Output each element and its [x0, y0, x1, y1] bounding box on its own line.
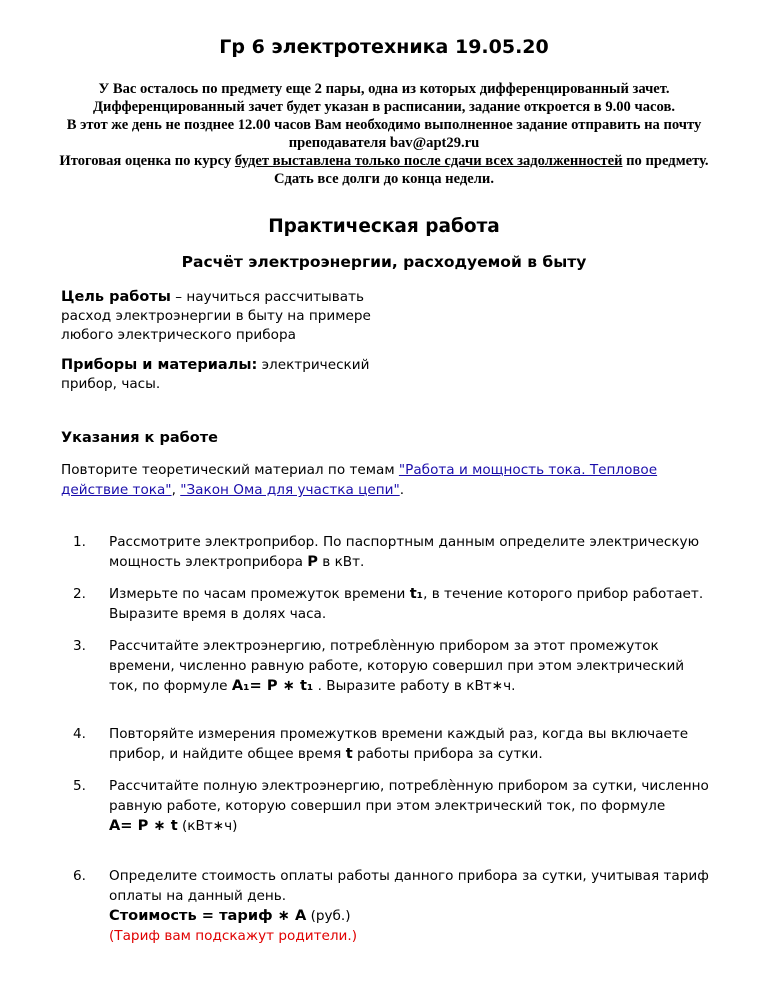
list-text — [109, 584, 713, 624]
goal-text: – научиться рассчитывать расход электроэнергии в быту на примере любого электрического прибора — [61, 289, 371, 343]
notice-line: В этот же день не позднее 12.00 часов Вам необходимо выполненное задание отправить на почту преподавателя bav@apt29.ru — [66, 117, 702, 151]
step-text: (кВт∗ч) — [177, 818, 238, 834]
goal-paragraph — [61, 288, 391, 345]
list-item — [73, 584, 713, 624]
formula-var: t₁ — [409, 585, 424, 602]
section-heading: Практическая работа — [268, 216, 500, 237]
intro-text: Повторите теоретический материал по темам — [61, 462, 399, 478]
list-number: 2. — [73, 586, 86, 602]
step-text: (руб.) — [306, 908, 351, 924]
step-text: Рассчитайте электроэнергию, потреблѐнную прибором за этот промежуток времени, численно равную работе, которую совершил при этом электрический ток, по формуле — [109, 638, 685, 694]
list-text — [109, 532, 713, 572]
tariff-note: (Тариф вам подскажут родители.) — [109, 928, 358, 944]
list-number: 4. — [73, 726, 86, 742]
list-item — [73, 724, 713, 764]
list-text — [109, 866, 713, 946]
step-text: Рассчитайте полную электроэнергию, потреблѐнную прибором за сутки, численно равную работе, которую совершил при этом электрический ток, по формуле — [109, 778, 709, 814]
formula: A= P ∗ t — [109, 817, 178, 834]
topic-link-ohms-law[interactable]: "Закон Ома для участка цепи" — [180, 482, 400, 498]
step-text: , в течение которого прибор работает. Выразите время в долях часа. — [109, 586, 704, 622]
step-text: Определите стоимость оплаты работы данного прибора за сутки, учитывая тариф оплаты на данный день. — [109, 868, 709, 904]
materials-paragraph — [61, 356, 391, 394]
formula-var: t — [345, 745, 353, 762]
list-text — [109, 636, 713, 696]
step-text: Повторяйте измерения промежутков времени каждый раз, когда вы включаете прибор, и найдите общее время — [109, 726, 689, 762]
list-number: 3. — [73, 638, 86, 654]
intro-separator: , — [171, 482, 181, 498]
list-item — [73, 532, 713, 572]
page-title: Гр 6 электротехника 19.05.20 — [219, 36, 549, 58]
step-text: в кВт. — [317, 554, 365, 570]
list-item — [73, 636, 713, 696]
step-text: . Выразите работу в кВт∗ч. — [313, 678, 516, 694]
step-text: работы прибора за сутки. — [352, 746, 543, 762]
step-text: Рассмотрите электроприбор. По паспортным данным определите электрическую мощность электроприбора — [109, 534, 700, 570]
notice-underlined: будет выставлена только после сдачи всех задолженностей — [234, 153, 623, 169]
goal-label: Цель работы — [61, 289, 171, 305]
list-number: 1. — [73, 534, 86, 550]
step-text: Измерьте по часам промежуток времени — [109, 586, 410, 602]
formula-var: P — [307, 553, 318, 570]
topic-link-work-power[interactable]: "Работа и мощность тока. Тепловое действие тока" — [61, 462, 658, 498]
notice-line: У Вас осталось по предмету еще 2 пары, одна из которых дифференцированный зачет. — [98, 81, 670, 97]
formula: Стоимость = тариф ∗ А — [109, 907, 307, 924]
notice-line — [40, 152, 728, 188]
list-number: 6. — [73, 868, 86, 884]
instructions-heading: Указания к работе — [61, 430, 218, 446]
list-number: 5. — [73, 778, 86, 794]
materials-label: Приборы и материалы: — [61, 357, 258, 373]
list-item — [73, 776, 713, 836]
list-text — [109, 776, 713, 836]
notice-line: Дифференцированный зачет будет указан в расписании, задание откроется в 9.00 часов. — [93, 99, 675, 115]
materials-text: электрический прибор, часы. — [61, 357, 370, 392]
notice-block — [40, 80, 728, 188]
instructions-intro — [61, 460, 721, 500]
list-item — [73, 866, 713, 946]
notice-text: Итоговая оценка по курсу — [59, 153, 235, 169]
list-text — [109, 724, 713, 764]
formula: A₁= P ∗ t₁ — [231, 677, 314, 694]
section-subheading: Расчёт электроэнергии, расходуемой в быту — [181, 253, 587, 271]
intro-text: . — [399, 482, 405, 498]
notice-text: по предмету. Сдать все долги до конца недели. — [274, 153, 709, 187]
